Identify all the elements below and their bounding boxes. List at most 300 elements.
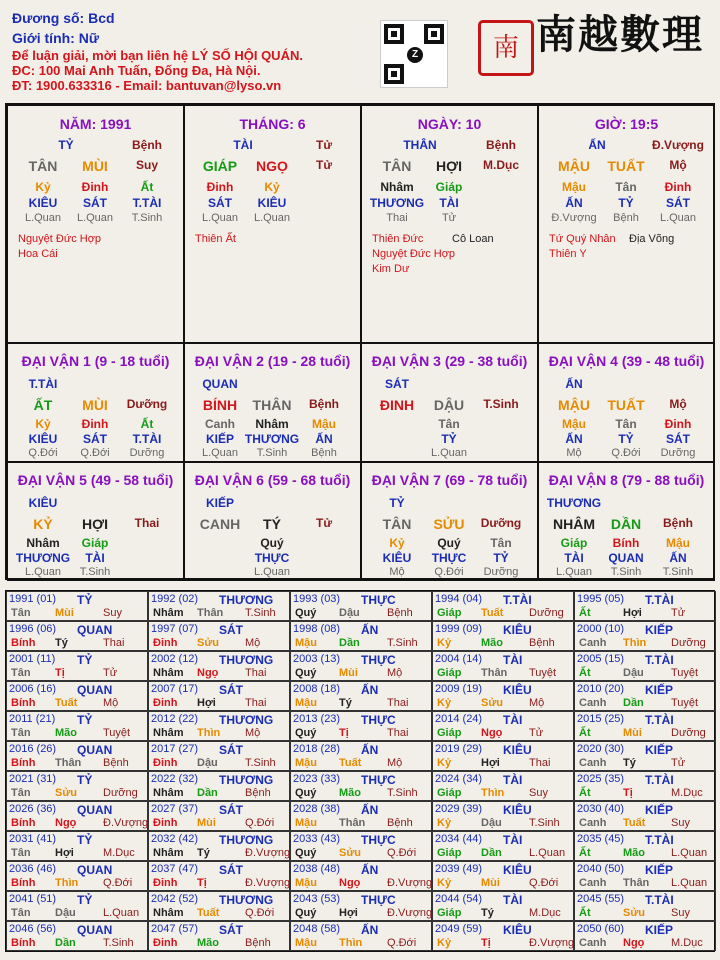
year-state: Dưỡng [103, 787, 138, 799]
year-can: Bính [11, 937, 36, 949]
daivan-title: ĐẠI VẬN 7 (69 - 78 tuổi) [371, 472, 528, 488]
daivan-hidden-cell: THỰC [254, 551, 290, 565]
year-can: Quý [295, 847, 317, 859]
year-state: Suy [671, 817, 690, 829]
year-cell[interactable] [574, 921, 716, 951]
year-thapthan: QUAN [77, 683, 113, 697]
year-cell[interactable] [148, 651, 290, 681]
year-thapthan: TỶ [77, 653, 93, 667]
year-chi: Thìn [623, 637, 647, 649]
year-cell[interactable] [290, 741, 432, 771]
year-cell[interactable] [432, 591, 574, 621]
year-state: Thai [387, 697, 409, 709]
year-state: Mộ [529, 697, 545, 709]
year-cell[interactable] [148, 831, 290, 861]
year-chi: Mùi [55, 607, 74, 619]
year-can: Tân [11, 907, 31, 919]
hidden-stem-cell: Kỷ [264, 180, 280, 194]
daivan-hidden-cell: TÀI [85, 551, 105, 565]
daivan-hidden-cell: L.Quan [430, 447, 468, 459]
year-label: 2032 (42) [151, 833, 199, 845]
year-cell[interactable] [290, 891, 432, 921]
hidden-stem-cell: TỶ [618, 196, 634, 210]
year-thapthan: TỶ [77, 833, 93, 847]
hidden-stem-cell: Đinh [664, 180, 692, 194]
year-cell[interactable] [148, 591, 290, 621]
daivan-box [7, 343, 184, 462]
year-chi: Tuất [55, 697, 78, 709]
year-state: T.Sinh [103, 937, 134, 949]
pillar-chi: TUẤT [607, 158, 645, 174]
year-can: Giáp [437, 667, 462, 679]
year-chi: Sửu [339, 847, 362, 859]
daivan-hidden-cell: KIÊU [28, 432, 58, 446]
daivan-hidden-cell: QUAN [608, 551, 644, 565]
hidden-stem-cell: Đ.Vượng [551, 212, 597, 224]
daivan-hidden-cell: T.Sinh [79, 566, 111, 578]
daivan-hidden-cell: Ất [140, 417, 154, 431]
year-thapthan: TÀI [503, 713, 523, 727]
pillar-chi-state: Tử [315, 158, 333, 172]
year-label: 2025 (35) [577, 773, 625, 785]
year-label: 2013 (23) [293, 713, 341, 725]
year-state: Thai [103, 637, 125, 649]
year-thapthan: ẤN [361, 623, 379, 637]
year-label: 2046 (56) [9, 923, 57, 935]
year-chi: Sửu [55, 787, 78, 799]
daivan-thapthan: SÁT [385, 377, 409, 391]
year-cell[interactable] [574, 591, 716, 621]
daivan-box [538, 462, 715, 581]
pillar-star: Nguyệt Đức Hợp [372, 248, 456, 260]
year-label: 2031 (41) [9, 833, 57, 845]
daivan-hidden-cell: Q.Đới [28, 447, 58, 459]
year-cell[interactable] [148, 771, 290, 801]
daivan-thapthan: TỶ [389, 496, 405, 510]
year-can: Kỷ [437, 937, 452, 949]
year-chi: Mùi [197, 817, 216, 829]
year-chi: Hợi [481, 757, 500, 769]
daivan-hidden-cell: Canh [205, 417, 235, 431]
year-chi: Dậu [339, 607, 360, 619]
year-can: Canh [579, 697, 607, 709]
daivan-hidden-cell: ẤN [669, 551, 687, 565]
daivan-can: ẤT [33, 397, 53, 413]
address-line: ĐC: 100 Mai Anh Tuấn, Đống Đa, Hà Nội. [12, 63, 261, 78]
year-state: Suy [671, 907, 690, 919]
year-chi: Mão [481, 637, 503, 649]
year-label: 2047 (57) [151, 923, 199, 935]
year-cell[interactable] [574, 621, 716, 651]
daivan-can: KỶ [33, 516, 53, 532]
year-cell[interactable] [148, 891, 290, 921]
year-cell[interactable] [6, 921, 148, 951]
year-cell[interactable] [148, 681, 290, 711]
year-cell[interactable] [290, 711, 432, 741]
year-label: 2041 (51) [9, 893, 57, 905]
year-chi: Dần [339, 637, 360, 649]
year-chi: Dần [481, 847, 502, 859]
year-label: 2044 (54) [435, 893, 483, 905]
year-label: 2037 (47) [151, 863, 199, 875]
daivan-hidden-cell: Q.Đới [611, 447, 641, 459]
year-cell[interactable] [432, 861, 574, 891]
year-label: 2019 (29) [435, 743, 483, 755]
pillar-thapthan-state: Tử [315, 138, 333, 152]
daivan-hidden-cell: Mậu [666, 536, 690, 550]
year-label: 2027 (37) [151, 803, 199, 815]
year-state: Bệnh [387, 817, 413, 829]
year-state: Suy [529, 787, 548, 799]
year-chi: Mùi [623, 727, 642, 739]
year-state: T.Sinh [245, 607, 276, 619]
year-label: 2021 (31) [9, 773, 57, 785]
year-chi: Hợi [339, 907, 358, 919]
year-chi: Dậu [481, 817, 502, 829]
daivan-can: ĐINH [379, 397, 415, 413]
hidden-stem-cell: Đinh [81, 180, 109, 194]
year-cell[interactable] [432, 801, 574, 831]
daivan-thapthan: KIÊU [28, 496, 58, 510]
year-can: Tân [11, 607, 31, 619]
year-state: Thai [529, 757, 551, 769]
year-cell[interactable] [574, 861, 716, 891]
year-chi: Hợi [197, 697, 216, 709]
year-thapthan: SÁT [219, 683, 243, 697]
year-label: 2014 (24) [435, 713, 483, 725]
year-cell[interactable] [574, 711, 716, 741]
year-label: 1996 (06) [9, 623, 57, 635]
year-thapthan: TỶ [77, 593, 93, 607]
year-cell[interactable] [6, 621, 148, 651]
year-cell[interactable] [574, 651, 716, 681]
daivan-hidden-cell: Q.Đới [80, 447, 110, 459]
year-label: 2007 (17) [151, 683, 199, 695]
year-label: 2030 (40) [577, 803, 625, 815]
year-cell[interactable] [574, 801, 716, 831]
pillar-thapthan-state: Bệnh [486, 138, 516, 152]
daivan-thapthan: QUAN [202, 377, 238, 391]
daivan-hidden-cell: KIẾP [205, 432, 234, 446]
pillar-chi: HỢI [436, 158, 462, 174]
year-can: Kỷ [437, 757, 452, 769]
year-label: 2036 (46) [9, 863, 57, 875]
daivan-can: CANH [199, 516, 241, 532]
year-can: Mậu [295, 937, 317, 949]
year-cell[interactable] [432, 831, 574, 861]
year-thapthan: ẤN [361, 863, 379, 877]
year-label: 2045 (55) [577, 893, 625, 905]
year-label: 2038 (48) [293, 863, 341, 875]
year-cell[interactable] [574, 681, 716, 711]
year-label: 1992 (02) [151, 593, 199, 605]
daivan-hidden-cell: TỶ [618, 432, 634, 446]
daivan-hidden-cell: Dưỡng [660, 447, 696, 459]
hidden-stem-cell: Mậu [562, 180, 586, 194]
pillar-box [184, 105, 361, 343]
year-state: Tử [671, 757, 686, 769]
daivan-hidden-cell: Kỷ [389, 536, 405, 550]
year-state: Tử [529, 727, 544, 739]
year-thapthan: QUAN [77, 863, 113, 877]
year-cell[interactable] [6, 861, 148, 891]
year-can: Kỷ [437, 637, 452, 649]
pillar-star: Thiên Ất [195, 233, 236, 245]
year-chi: Sửu [623, 907, 646, 919]
daivan-hidden-cell: KIÊU [382, 551, 412, 565]
hidden-stem-cell: Bệnh [613, 212, 639, 224]
year-cell[interactable] [148, 921, 290, 951]
year-cell[interactable] [148, 861, 290, 891]
hidden-stem-cell: SÁT [666, 196, 690, 210]
year-thapthan: T.TÀI [645, 833, 674, 847]
year-can: Mậu [295, 697, 317, 709]
year-thapthan: KIÊU [503, 623, 532, 637]
daivan-thapthan: T.TÀI [28, 377, 58, 391]
year-thapthan: ẤN [361, 683, 379, 697]
year-can: Quý [295, 727, 317, 739]
year-cell[interactable] [6, 651, 148, 681]
year-cell[interactable] [432, 651, 574, 681]
daivan-chi: MÙI [82, 397, 108, 413]
daivan-hidden-cell: Đinh [81, 417, 109, 431]
year-chi: Tý [623, 757, 636, 769]
year-thapthan: ẤN [361, 743, 379, 757]
year-cell[interactable] [432, 771, 574, 801]
year-can: Nhâm [153, 847, 184, 859]
year-label: 2000 (10) [577, 623, 625, 635]
year-label: 1991 (01) [9, 593, 57, 605]
year-cell[interactable] [432, 621, 574, 651]
year-label: 2015 (25) [577, 713, 625, 725]
year-state: Tuyệt [671, 697, 699, 709]
year-can: Giáp [437, 787, 462, 799]
year-cell[interactable] [6, 741, 148, 771]
year-chi: Sửu [197, 637, 220, 649]
year-cell[interactable] [290, 591, 432, 621]
daivan-title: ĐẠI VẬN 1 (9 - 18 tuổi) [21, 353, 170, 369]
year-cell[interactable] [574, 891, 716, 921]
daivan-hidden-cell: L.Quan [555, 566, 593, 578]
hidden-stem-cell: L.Quan [24, 212, 62, 224]
year-chi: Tuất [339, 757, 362, 769]
year-chi: Dần [623, 697, 644, 709]
year-chi: Ngọ [623, 937, 645, 949]
daivan-hidden-cell: L.Quan [24, 566, 62, 578]
daivan-hidden-cell: Quý [260, 536, 284, 550]
year-can: Nhâm [153, 787, 184, 799]
year-state: Thai [245, 697, 267, 709]
year-state: Bệnh [245, 787, 271, 799]
year-cell[interactable] [290, 681, 432, 711]
year-cell[interactable] [6, 681, 148, 711]
year-cell[interactable] [148, 801, 290, 831]
daivan-chi: DẬU [433, 397, 465, 413]
year-thapthan: T.TÀI [645, 653, 674, 667]
year-thapthan: SÁT [219, 623, 243, 637]
hidden-stem-cell: Kỷ [35, 180, 51, 194]
year-can: Giáp [437, 727, 462, 739]
year-can: Bính [11, 817, 36, 829]
year-cell[interactable] [290, 831, 432, 861]
pillar-can: MẬU [558, 158, 590, 174]
year-thapthan: QUAN [77, 743, 113, 757]
year-thapthan: KIẾP [645, 743, 674, 757]
year-cell[interactable] [574, 741, 716, 771]
year-can: Đinh [153, 817, 178, 829]
daivan-hidden-cell: Mộ [389, 566, 405, 578]
year-chi: Mão [623, 847, 645, 859]
year-cell[interactable] [6, 711, 148, 741]
year-thapthan: KIẾP [645, 623, 674, 637]
pillar-can: TÂN [28, 158, 58, 174]
year-label: 2026 (36) [9, 803, 57, 815]
year-state: Mộ [245, 637, 261, 649]
year-can: Bính [11, 757, 36, 769]
year-chi: Dậu [55, 907, 76, 919]
pillar-title: NĂM: 1991 [59, 116, 132, 132]
year-state: Bệnh [529, 637, 555, 649]
pillar-star: Thiên Đức [372, 233, 424, 245]
year-cell[interactable] [290, 621, 432, 651]
daivan-chi-state: Thai [134, 516, 160, 530]
year-state: Q.Đới [387, 937, 417, 949]
year-can: Ất [579, 847, 591, 859]
year-cell[interactable] [290, 861, 432, 891]
daivan-hidden-cell: Dưỡng [483, 566, 519, 578]
daivan-chi-state: Dưỡng [480, 516, 522, 530]
daivan-hidden-cell: ẤN [315, 432, 333, 446]
hidden-stem-cell: ẤN [565, 196, 583, 210]
year-chi: Tý [197, 847, 210, 859]
year-state: L.Quan [529, 847, 566, 859]
year-thapthan: THỰC [361, 713, 396, 727]
year-can: Canh [579, 757, 607, 769]
daivan-chi-state: T.Sinh [483, 397, 519, 411]
year-cell[interactable] [148, 621, 290, 651]
daivan-chi-state: Tử [315, 516, 333, 530]
qr-code-icon[interactable] [380, 20, 448, 88]
year-cell[interactable] [432, 741, 574, 771]
daivan-hidden-cell: Nhâm [255, 417, 289, 431]
pillar-thapthan-state: Bệnh [132, 138, 162, 152]
year-thapthan: T.TÀI [645, 713, 674, 727]
daivan-hidden-cell: Quý [437, 536, 461, 550]
daivan-hidden-cell: Mậu [562, 417, 586, 431]
year-cell[interactable] [290, 771, 432, 801]
hidden-stem-cell: KIÊU [257, 196, 287, 210]
year-label: 1995 (05) [577, 593, 625, 605]
year-chi: Thìn [339, 937, 363, 949]
year-cell[interactable] [432, 891, 574, 921]
year-state: Thai [245, 667, 267, 679]
year-can: Canh [579, 937, 607, 949]
year-thapthan: TỶ [77, 713, 93, 727]
year-chi: Dậu [623, 667, 644, 679]
year-cell[interactable] [6, 831, 148, 861]
daivan-box [538, 343, 715, 462]
year-state: Đ.Vượng [245, 877, 291, 889]
qr-center-letter: Z [411, 49, 419, 60]
daivan-hidden-cell: Kỷ [35, 417, 51, 431]
hidden-stem-cell: Nhâm [380, 180, 414, 194]
year-label: 2010 (20) [577, 683, 625, 695]
year-thapthan: KIẾP [645, 803, 674, 817]
daivan-hidden-cell: SÁT [666, 432, 690, 446]
pillar-thapthan: TỶ [58, 138, 74, 152]
year-cell[interactable] [290, 801, 432, 831]
year-chi: Ngọ [481, 727, 503, 739]
daivan-box [184, 462, 361, 581]
year-cell[interactable] [432, 711, 574, 741]
year-state: Đ.Vượng [529, 937, 575, 949]
daivan-hidden-cell: Mộ [566, 447, 582, 459]
year-can: Mậu [295, 817, 317, 829]
year-can: Mậu [295, 757, 317, 769]
year-cell[interactable] [6, 771, 148, 801]
daivan-hidden-cell: Đinh [664, 417, 692, 431]
year-label: 2049 (59) [435, 923, 483, 935]
year-can: Kỷ [437, 877, 452, 889]
daivan-hidden-cell: Tân [490, 536, 512, 550]
year-label: 2006 (16) [9, 683, 57, 695]
year-state: Mộ [245, 727, 261, 739]
year-thapthan: KIẾP [645, 923, 674, 937]
daivan-box [361, 343, 538, 462]
hidden-stem-cell: SÁT [83, 196, 107, 210]
year-cell[interactable] [6, 891, 148, 921]
daivan-hidden-cell: Bệnh [311, 447, 337, 459]
year-cell[interactable] [290, 921, 432, 951]
year-thapthan: THỰC [361, 593, 396, 607]
year-can: Canh [579, 877, 607, 889]
brand-logo: 南越數理 [536, 11, 704, 58]
year-label: 2050 (60) [577, 923, 625, 935]
daivan-hidden-cell: TỶ [441, 432, 457, 446]
year-thapthan: QUAN [77, 923, 113, 937]
year-thapthan: TỶ [77, 773, 93, 787]
daivan-title: ĐẠI VẬN 6 (59 - 68 tuổi) [194, 472, 351, 488]
year-cell[interactable] [432, 921, 574, 951]
year-thapthan: SÁT [219, 743, 243, 757]
daivan-can: TÂN [382, 516, 412, 532]
daivan-hidden-cell: Tân [615, 417, 637, 431]
year-chi: Mùi [481, 877, 500, 889]
daivan-box [184, 343, 361, 462]
year-thapthan: THƯƠNG [219, 653, 274, 667]
year-cell[interactable] [6, 801, 148, 831]
year-cell[interactable] [290, 651, 432, 681]
year-label: 2043 (53) [293, 893, 341, 905]
daivan-hidden-cell: Giáp [81, 536, 109, 550]
year-can: Ất [579, 787, 591, 799]
year-can: Tân [11, 787, 31, 799]
year-cell[interactable] [432, 681, 574, 711]
year-cell[interactable] [148, 711, 290, 741]
year-label: 2012 (22) [151, 713, 199, 725]
hidden-stem-cell: Tử [441, 212, 457, 224]
daivan-thapthan: THƯƠNG [546, 496, 602, 510]
daivan-hidden-cell: T.TÀI [132, 432, 162, 446]
year-state: M.Dục [671, 937, 703, 949]
year-cell[interactable] [148, 741, 290, 771]
year-thapthan: KIÊU [503, 803, 532, 817]
year-cell[interactable] [574, 831, 716, 861]
year-cell[interactable] [6, 591, 148, 621]
year-cell[interactable] [574, 771, 716, 801]
year-state: Mộ [387, 757, 403, 769]
year-label: 2042 (52) [151, 893, 199, 905]
